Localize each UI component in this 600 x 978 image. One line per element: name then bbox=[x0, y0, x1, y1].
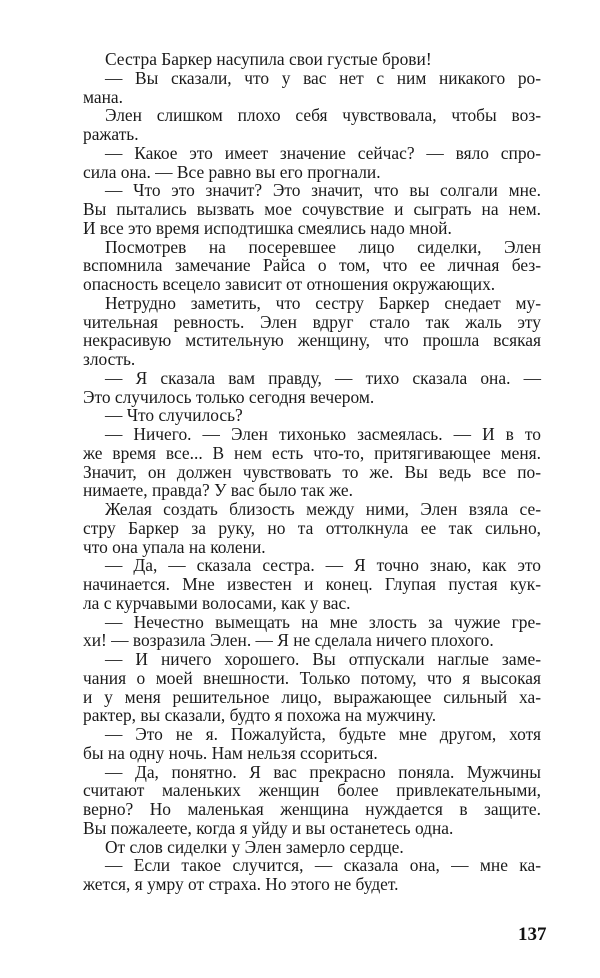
text-line: — Что это значит? Это значит, что вы солгали мне. bbox=[105, 180, 541, 201]
text-line: Вы пытались вызвать мое сочувствие и сыграть на нем. bbox=[83, 199, 541, 219]
text-line: же время все... В нем есть что-то, притягивающее меня. bbox=[83, 442, 541, 463]
text-line: — Да, понятно. Я вас прекрасно поняла. Мужчины bbox=[105, 761, 541, 782]
text-line: хи! — возразила Элен. — Я не сделала ничего плохого. bbox=[83, 630, 494, 651]
page-number: 137 bbox=[518, 924, 547, 945]
text-line: злость. bbox=[83, 349, 136, 369]
text-line: Желая создать близость между ними, Элен взяла се- bbox=[105, 499, 541, 519]
text-line: И все это время исподтишка смеялись надо мной. bbox=[83, 217, 452, 238]
text-line: — Что случилось? bbox=[105, 405, 243, 426]
text-line: — Если такое случится, — сказала она, — мне ка- bbox=[105, 855, 541, 876]
text-line: — Вы сказали, что у вас нет с ним никакого ро- bbox=[105, 67, 541, 88]
text-line: жется, я умру от страха. Но этого не будет. bbox=[83, 874, 399, 894]
text-line: некрасивую мстительную женщину, что прошла всякая bbox=[83, 330, 541, 351]
text-line: вспомнила замечание Райса о том, что ее личная без- bbox=[83, 255, 541, 276]
text-line: От слов сиделки у Элен замерло сердце. bbox=[105, 836, 404, 857]
text-line: что она упала на колени. bbox=[83, 536, 266, 557]
text-line: — Я сказала вам правду, — тихо сказала она. — bbox=[105, 367, 541, 388]
text-line: — Это не я. Пожалуйста, будьте мне другом, хотя bbox=[105, 724, 541, 744]
text-line: чительная ревность. Элен вдруг стало так жаль эту bbox=[83, 311, 541, 332]
text-line: — Да, — сказала сестра. — Я точно знаю, как это bbox=[105, 555, 541, 576]
text-line: Нетрудно заметить, что сестру Баркер снедает му- bbox=[105, 292, 541, 313]
text-line: ражать. bbox=[83, 124, 139, 144]
text-line: сила она. — Все равно вы его прогнали. bbox=[83, 161, 381, 182]
text-line: нимаете, правда? У вас было так же. bbox=[83, 480, 353, 501]
text-line: чания о моей внешности. Только потому, что я высокая bbox=[83, 667, 541, 688]
text-line: и у меня решительное лицо, выражающее сильный ха- bbox=[83, 686, 541, 707]
text-line: — Нечестно вымещать на мне злость за чужие гре- bbox=[105, 611, 541, 632]
text-line: бы на одну ночь. Нам нельзя ссориться. bbox=[83, 742, 378, 763]
text-line: — Какое это имеет значение сейчас? — вяло спро- bbox=[105, 142, 541, 163]
text-line: стру Баркер за руку, но та оттолкнула ее так сильно, bbox=[83, 517, 541, 538]
text-line: Это случилось только сегодня вечером. bbox=[83, 386, 375, 407]
text-line: — Ничего. — Элен тихонько засмеялась. — И в то bbox=[105, 424, 541, 444]
text-line: ла с курчавыми волосами, как у вас. bbox=[83, 592, 351, 613]
text-line: считают маленьких женщин более привлекательными, bbox=[83, 780, 541, 801]
text-line: верно? Но маленькая женщина нуждается в защите. bbox=[83, 799, 541, 819]
text-line: Сестра Баркер насупила свои густые брови! bbox=[105, 49, 432, 69]
text-line: Значит, он должен чувствовать то же. Вы ведь все по- bbox=[83, 461, 541, 482]
text-line: Элен слишком плохо себя чувствовала, чтобы воз- bbox=[105, 105, 541, 126]
text-line: опасность всецело зависит от отношения окружающих. bbox=[83, 274, 496, 294]
text-line: Вы пожалеете, когда я уйду и вы останетесь одна. bbox=[83, 817, 454, 838]
text-line: мана. bbox=[83, 86, 123, 107]
text-line: рактер, вы сказали, будто я похожа на мужчину. bbox=[83, 705, 437, 726]
text-line: — И ничего хорошего. Вы отпускали наглые заме- bbox=[105, 649, 541, 669]
text-line: Посмотрев на посеревшее лицо сиделки, Элен bbox=[105, 236, 541, 257]
text-line: начинается. Мне известен и конец. Глупая пустая кук- bbox=[83, 574, 541, 594]
book-page-text bbox=[83, 50, 541, 894]
